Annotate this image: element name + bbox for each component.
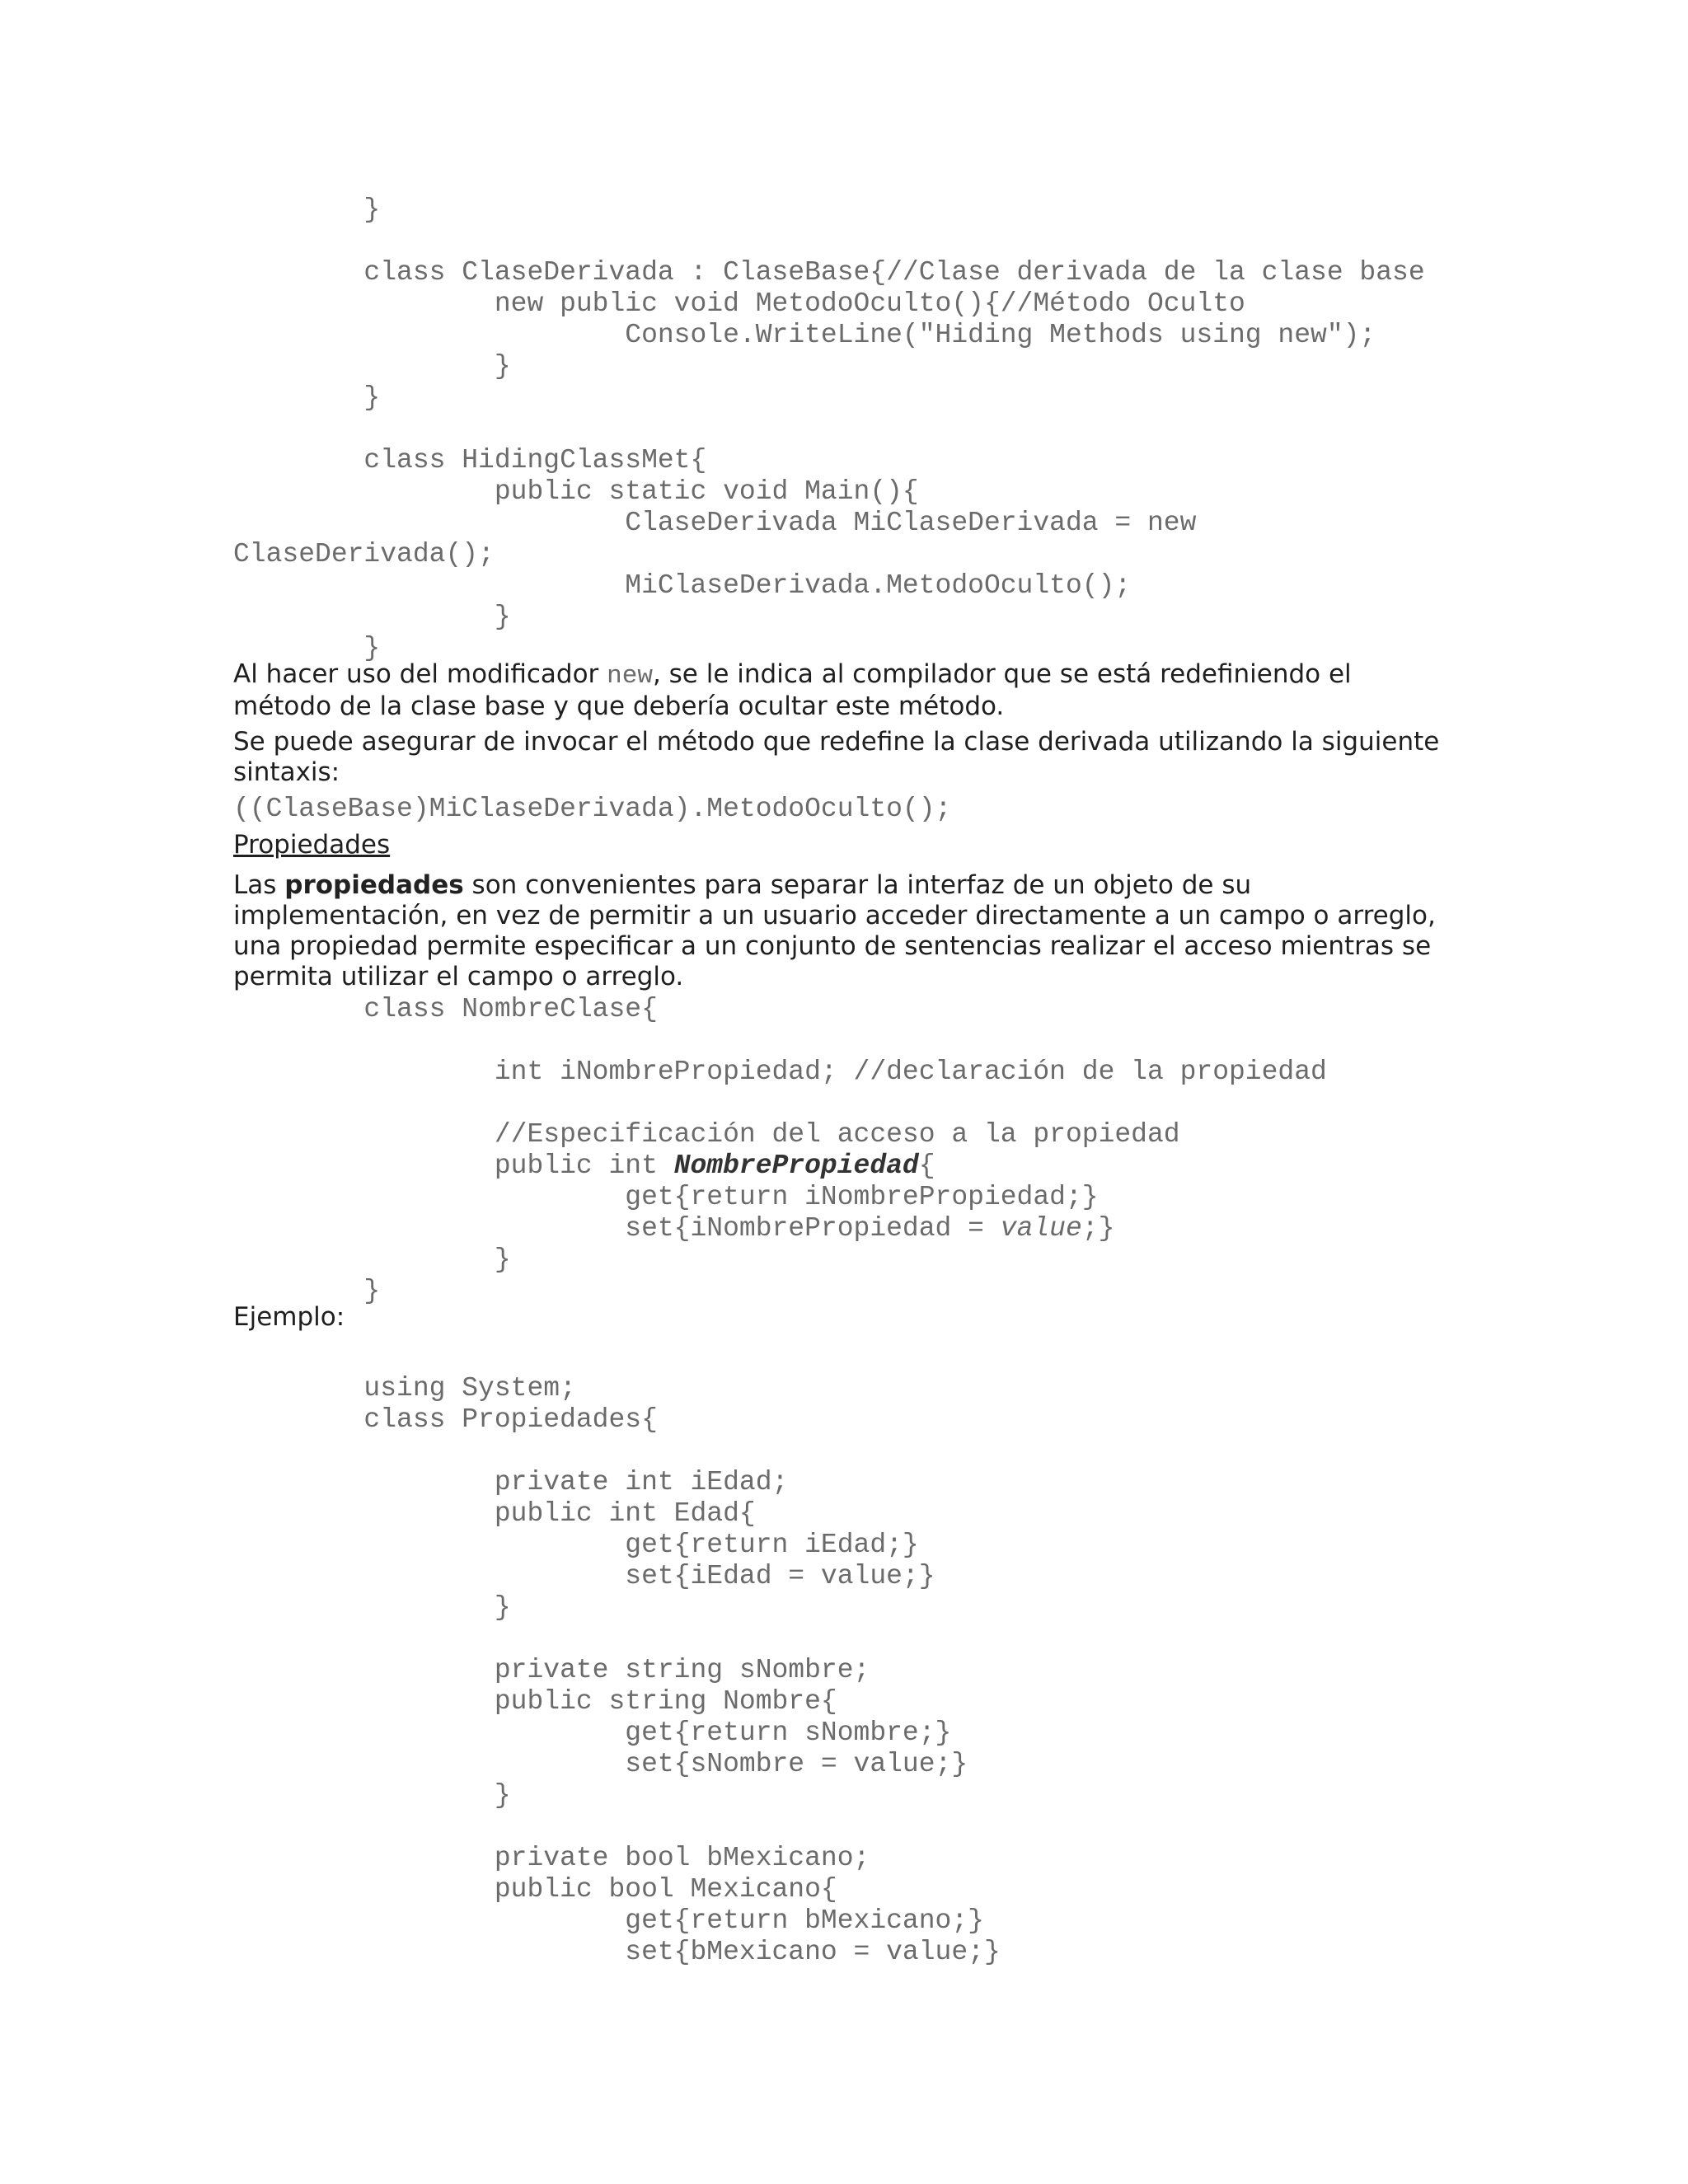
code-line: get{return iEdad;} bbox=[233, 1530, 919, 1560]
code-line: private bool bMexicano; bbox=[233, 1843, 870, 1873]
code-line: } bbox=[233, 1592, 511, 1623]
code-line: } bbox=[233, 194, 381, 225]
code-line: class HidingClassMet{ bbox=[233, 445, 707, 476]
code-block-hiding-methods bbox=[233, 194, 1425, 664]
paragraph-new-after: , se le indica al compilador que se está redefiniendo el método de la clase base y que debería ocultar este método. bbox=[233, 659, 1352, 721]
code-line: public int bbox=[233, 1151, 674, 1181]
code-line: MiClaseDerivada.MetodoOculto(); bbox=[233, 570, 1132, 601]
code-line: public static void Main(){ bbox=[233, 476, 919, 507]
paragraph-propiedades bbox=[233, 870, 1453, 992]
code-line: new public void MetodoOculto(){//Método Oculto bbox=[233, 288, 1245, 319]
code-block-property-syntax bbox=[233, 994, 1327, 1307]
code-line: } bbox=[233, 1244, 511, 1275]
section-heading-propiedades: Propiedades bbox=[233, 830, 391, 860]
label-ejemplo: Ejemplo: bbox=[233, 1302, 345, 1332]
code-line: get{return sNombre;} bbox=[233, 1718, 952, 1748]
code-line: public int Edad{ bbox=[233, 1498, 756, 1529]
code-line: } bbox=[233, 1276, 381, 1306]
code-line: ClaseDerivada MiClaseDerivada = new bbox=[233, 508, 1197, 538]
code-line: set{bMexicano = value;} bbox=[233, 1937, 1001, 1967]
code-line: //Especificación del acceso a la propiedad bbox=[233, 1119, 1180, 1150]
code-line: } bbox=[233, 351, 511, 382]
code-line: int iNombrePropiedad; //declaración de la propiedad bbox=[233, 1057, 1327, 1087]
paragraph-syntax: Se puede asegurar de invocar el método que redefine la clase derivada utilizando la siguiente sintaxis: bbox=[233, 727, 1440, 787]
code-line: ;} bbox=[1081, 1213, 1115, 1244]
code-line: set{iNombrePropiedad = bbox=[233, 1213, 1001, 1244]
code-line: set{iEdad = value;} bbox=[233, 1561, 935, 1591]
code-bold-property-name: NombrePropiedad bbox=[673, 1151, 919, 1181]
code-line: class NombreClase{ bbox=[233, 994, 658, 1024]
code-line: Console.WriteLine("Hiding Methods using new"); bbox=[233, 320, 1376, 350]
paragraph-new-modifier bbox=[233, 659, 1453, 722]
code-line: get{return iNombrePropiedad;} bbox=[233, 1182, 1099, 1212]
code-line: { bbox=[918, 1151, 935, 1181]
inline-code-new: new bbox=[607, 662, 653, 691]
code-line: class ClaseDerivada : ClaseBase{//Clase derivada de la clase base bbox=[233, 257, 1425, 288]
paragraph-propiedades-before: Las bbox=[233, 870, 285, 900]
code-line: ClaseDerivada(); bbox=[233, 539, 495, 569]
code-line: public bool Mexicano{ bbox=[233, 1874, 837, 1905]
paragraph-new-before: Al hacer uso del modificador bbox=[233, 659, 607, 689]
code-line: using System; bbox=[233, 1373, 576, 1404]
code-line: } bbox=[233, 602, 511, 632]
paragraph-propiedades-after: son convenientes para separar la interfaz de un objeto de su implementación, en vez de permitir a un usuario acceder directamente a un campo o arreglo, una propiedad permite especificar a un conjunto de sentencias realizar el acceso mientras se permita utilizar el campo o arreglo. bbox=[233, 870, 1436, 991]
code-italic-value: value bbox=[1000, 1213, 1082, 1244]
code-line: public string Nombre{ bbox=[233, 1686, 837, 1717]
code-line: private string sNombre; bbox=[233, 1655, 870, 1685]
syntax-code-line: ((ClaseBase)MiClaseDerivada).MetodoOculto(); bbox=[233, 794, 952, 824]
code-line: } bbox=[233, 633, 381, 663]
code-line: get{return bMexicano;} bbox=[233, 1905, 984, 1936]
bold-term-propiedades: propiedades bbox=[284, 870, 464, 900]
code-line: } bbox=[233, 382, 381, 413]
code-line: class Propiedades{ bbox=[233, 1404, 658, 1435]
code-line: } bbox=[233, 1780, 511, 1811]
code-line: set{sNombre = value;} bbox=[233, 1749, 968, 1779]
code-line: private int iEdad; bbox=[233, 1467, 789, 1497]
code-block-example-properties bbox=[233, 1342, 1001, 1968]
